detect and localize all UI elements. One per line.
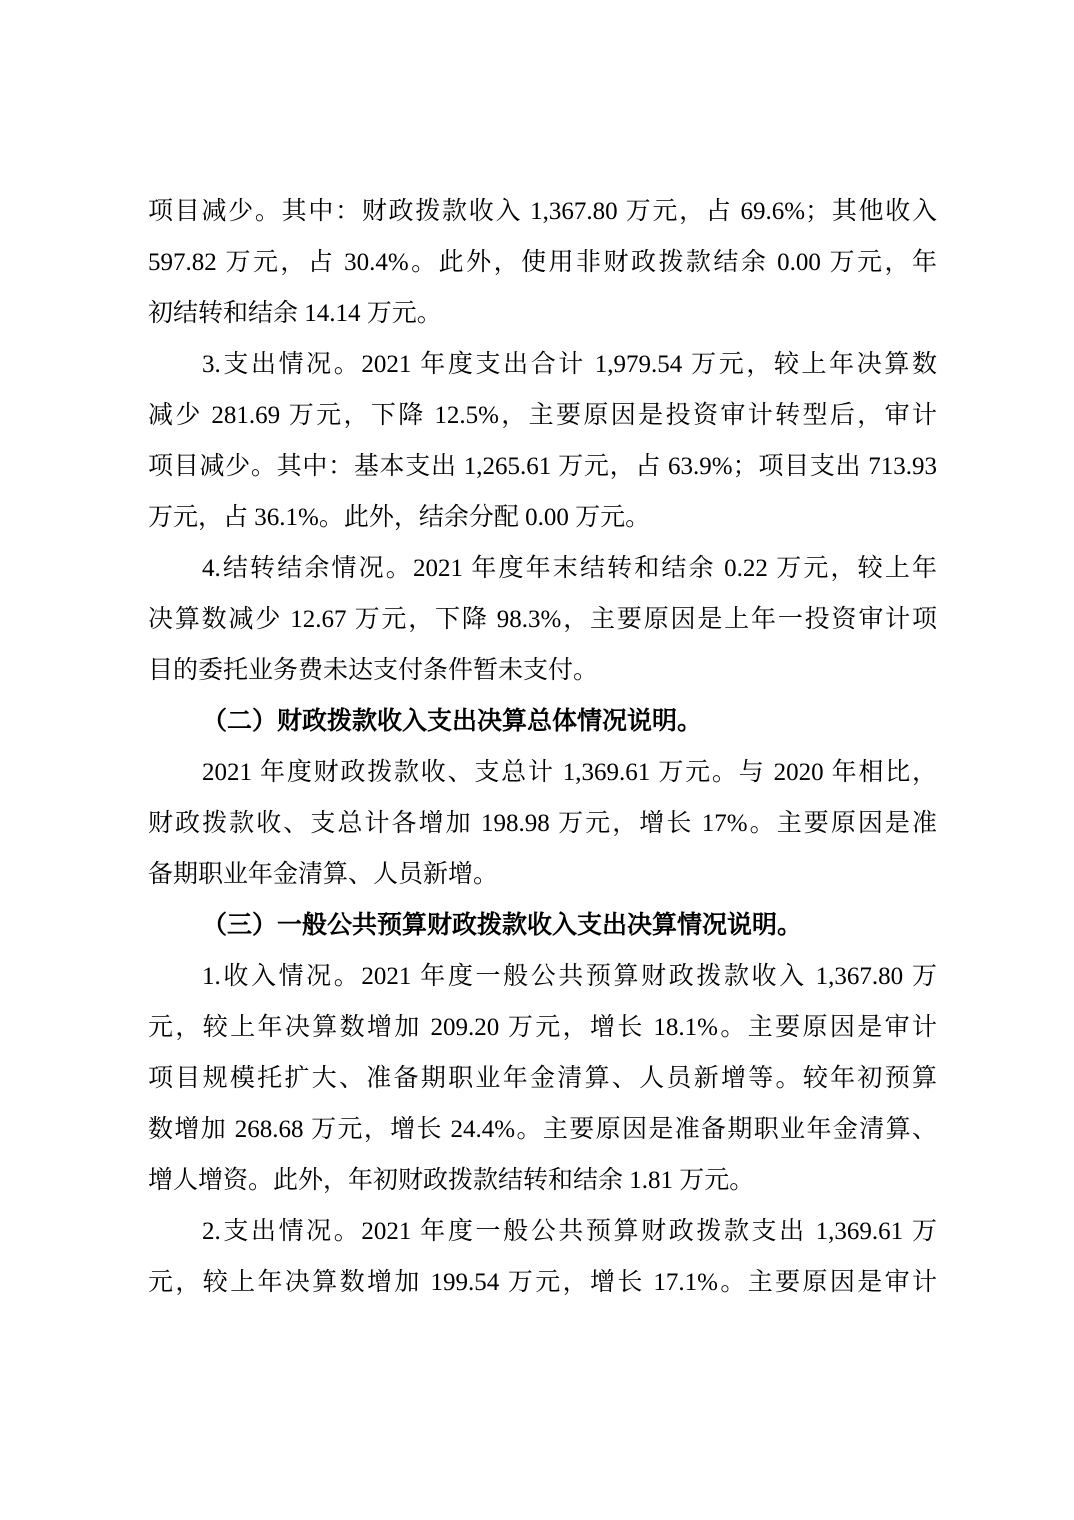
paragraph-fiscal-total (148, 747, 937, 900)
section-heading: （二）财政拨款收入支出决算总体情况说明。 (202, 708, 703, 735)
text-line: 项目减少。其中：财政拨款收入 1,367.80 万元，占 69.6%；其他收入 (148, 198, 937, 225)
text-line: 决算数减少 12.67 万元，下降 98.3%，主要原因是上年一投资审计项 (148, 606, 937, 633)
text-line: 4.结转结余情况。2021 年度年末结转和结余 0.22 万元，较上年 (202, 555, 937, 582)
text-line: 目的委托业务费未达支付条件暂未支付。 (148, 657, 599, 684)
text-line: 增人增资。此外，年初财政拨款结转和结余 1.81 万元。 (148, 1167, 755, 1194)
text-line: 元，较上年决算数增加 199.54 万元，增长 17.1%。主要原因是审计 (148, 1269, 937, 1296)
text-line: 2021 年度财政拨款收、支总计 1,369.61 万元。与 2020 年相比， (202, 759, 937, 786)
paragraph-expenditure (148, 339, 937, 543)
paragraph-general-budget-income (148, 951, 937, 1206)
paragraph-general-budget-expenditure (148, 1206, 937, 1308)
section-heading-3 (148, 900, 937, 951)
section-heading: （三）一般公共预算财政拨款收入支出决算情况说明。 (202, 912, 803, 939)
text-line: 项目规模托扩大、准备期职业年金清算、人员新增等。较年初预算 (148, 1065, 937, 1092)
text-line: 元，较上年决算数增加 209.20 万元，增长 18.1%。主要原因是审计 (148, 1014, 937, 1041)
text-line: 数增加 268.68 万元，增长 24.4%。主要原因是准备期职业年金清算、 (148, 1116, 937, 1143)
text-line: 1.收入情况。2021 年度一般公共预算财政拨款收入 1,367.80 万 (202, 963, 937, 990)
text-line: 项目减少。其中：基本支出 1,265.61 万元，占 63.9%；项目支出 713.93 (148, 453, 937, 480)
paragraph-income-detail (148, 186, 937, 339)
section-heading-2 (148, 696, 937, 747)
text-line: 备期职业年金清算、人员新增。 (148, 861, 499, 888)
text-line: 597.82 万元，占 30.4%。此外，使用非财政拨款结余 0.00 万元，年 (148, 249, 937, 276)
paragraph-carryover (148, 543, 937, 696)
text-line: 财政拨款收、支总计各增加 198.98 万元，增长 17%。主要原因是准 (148, 810, 937, 837)
text-line: 2.支出情况。2021 年度一般公共预算财政拨款支出 1,369.61 万 (202, 1218, 937, 1245)
text-line: 减少 281.69 万元，下降 12.5%，主要原因是投资审计转型后，审计 (148, 402, 937, 429)
text-line: 初结转和结余 14.14 万元。 (148, 300, 442, 327)
text-line: 3.支出情况。2021 年度支出合计 1,979.54 万元，较上年决算数 (202, 351, 937, 378)
text-line: 万元，占 36.1%。此外，结余分配 0.00 万元。 (148, 504, 651, 531)
